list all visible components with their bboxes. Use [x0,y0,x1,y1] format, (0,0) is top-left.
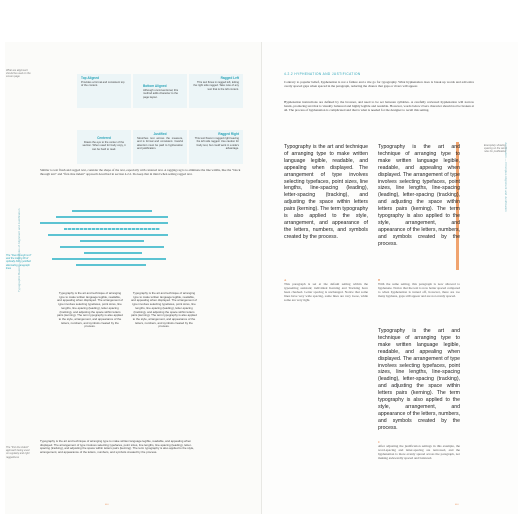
align-box-ragged-left [189,74,243,108]
text-line-bar [64,228,160,230]
book-spread [5,42,518,514]
align-title: Justified [153,132,167,136]
centered-column-left: Typography is the art and technique of arranging type to make written language legible, readable, and appealing when displayed. The arrangement of type involves selecting typefaces, point sizes, line lengths, line-spacing (leading), letter-spacing (tracking), and adjusting the space within letters pairs (kerning). The term typography is also applied to the style, arrangement, and appearance of the letters, numbers, and symbols created by the process. [57,291,123,329]
intro-paragraph: Similar to text flush and ragged text, consider the shape of the text, especially with centered text. A ragging rag is to eliminate the line widths, like the "block through text" and "first-line indent" approach described in section 4.2.2. Do keep that in mind when setting ragged text. [40,168,241,176]
caption-text: This paragraph is set at the default setting within the typesetting assistant; individual Kerning and Tracking have been checked. Letter spacing is unchanged. Notice that some lines have very wide spacing, some lines are very loose, while some are very tight. [284,282,368,303]
bottom-paragraph: Typography is the art and technique of arranging type to make written language legible, readable, and appealing when displayed. The arrangement of type involves selecting typefaces, point sizes, line lengths, line-spacing (leading), letter-spacing (tracking), and adjusting the space within letters pairs (kerning). The term typography is also applied to the style, arrangement, and appearance of the letters, numbers, and symbols created by the process. [40,439,195,455]
margin-note-first-line: The "first line indent" approach being used on regularly and right raggedness [6,446,30,459]
align-box-justified [133,130,187,164]
caption-text: After adjusting the justification settings in this example, the word-spacing and letter-spacing are narrowed, and the hyphenation is more evenly spread across the paragraph, not making awkwardly spaced and balanced. [378,444,460,461]
align-title: Bottom Aligned [143,84,167,88]
caption-a [284,278,368,303]
align-text: This text flows in ragged right leaving the left side ragged. Use caution for body text, but could work in a side's advantage. [194,137,239,150]
align-text: Stretches text across the measure, and is formal and consistent. Careful attention must be paid to hyphenation and justification. [137,137,183,150]
text-line-bar [84,252,142,254]
align-text: This text flows in ragged left, letting the right side ragged. Take note of any text that is the left content. [193,81,239,91]
align-text: Although unconventional, this method adds character to the page layout. [143,89,179,99]
caption-text: With the same setting, this paragraph is now allowed to hyphenate. Notice that the text is now better spaced compared to when hyphenation is turned off, however, there are too many hyphens, gaps still appear and are not evenly spaced. [378,282,460,299]
page-number-left: ••• [105,502,109,506]
sample-paragraph-a: Typography is the art and technique of arranging type to make written language legible, readable, and appealing when displayed. The arrangement of type involves selecting typefaces, point sizes, line lengths, line-spacing (leading), letter-spacing (tracking), and adjusting the space within letters pairs (kerning). The term typography is also applied to the style, arrangement, and appearance of the letters, numbers, and symbols created by the process. [284,144,368,240]
left-running-side: Typographic Basics — Principles of Alignment and Justification [17,208,21,292]
caption-label: A [284,278,287,282]
align-box-top [77,74,131,108]
text-shape-figure [40,184,200,284]
right-running-side: Justification — Principles Alignment and Justification [504,142,508,212]
caption-label: C [378,440,381,444]
text-line-bar [72,210,152,212]
intro-paragraph-right-2: Hyphenation instructions are defined by the browser, and need to be set between syllables. A carefully reviewed hyphenation will narrow bands, producing text that is visually balanced and highly legible and readable. However, words below rivers character should not be broken at all. The process of hyphenation is complicated and that is what is needed for the designer to recall this setting. [284,100,474,113]
caption-b [378,278,460,298]
text-line-bar [76,264,146,266]
align-text: Draws the eye to the center of the section. When used for body copy, it can be hard to read. [82,141,126,151]
text-line-bar [80,240,144,242]
caption-c [378,440,460,460]
align-box-centered [77,130,131,164]
text-line-bar [48,234,168,236]
align-title: Ragged Left [220,76,239,80]
side-note-right: Exemplary showing spacing on the word rules for justification [484,144,507,154]
text-line-bar [60,246,164,248]
align-box-bottom [133,74,187,108]
margin-note-block-text: The "blue through text" and the trailing fill of optically lining justified alternating paragraph lines [6,254,32,270]
text-line-bar [40,222,168,224]
align-title: Top Aligned [81,76,100,80]
page-number-right: ••• [455,502,459,506]
sample-paragraph-b: Typography is the art and technique of arranging type to make written language legible, readable, and appealing when displayed. The arrangement of type involves selecting typefaces, point sizes, line lengths, line-spacing (leading), letter-spacing (tracking), and adjusting the space within letters pairs (kerning). The term typography is also applied to the style, arrangement, and appearance of the letters, numbers, and symbols created by the process. [378,144,460,247]
intro-paragraph-right: Contrary to popular belief, hyphenation is not a failure and a rite go for typography. What hyphenation does is break up words and add extra overly spaced gaps when spaced in the paragraph, reducing the chance that gaps or rivers will appear. [284,80,474,89]
align-text: Provides a formal and consistent top of the content. [81,81,125,88]
sample-paragraph-c: Typography is the art and technique of arranging type to make written language legible, readable, and appealing when displayed. The arrangement of type involves selecting typefaces, point sizes, line lengths, line-spacing (leading), letter-spacing (tracking), and adjusting the space within letters pairs (kerning). The term typography is also applied to the style, arrangement, and appearance of the letters, numbers, and symbols created by the process. [378,328,460,431]
text-line-bar [52,258,166,260]
margin-note-alignment: What are alignment should be used on the screen page [6,69,31,79]
align-box-ragged-right [189,130,243,164]
left-page [5,42,261,514]
text-line-bar [56,216,168,218]
running-head: 4.2.2 HYPHENATION AND JUSTIFICATION [284,72,361,76]
centered-column-right: Typography is the art and technique of arranging type to make written language legible, readable, and appealing when displayed. The arrangement of type involves selecting typefaces, point sizes, line lengths, line-spacing (leading), letter-spacing (tracking), and adjusting the space within letters pairs (kerning). The term typography is also applied to the style, arrangement, and appearance of the letters, numbers, and symbols created by the process. [131,291,197,329]
right-page [262,42,518,514]
align-title: Centered [97,136,111,140]
align-title: Ragged Right [218,132,239,136]
caption-label: B [378,278,381,282]
